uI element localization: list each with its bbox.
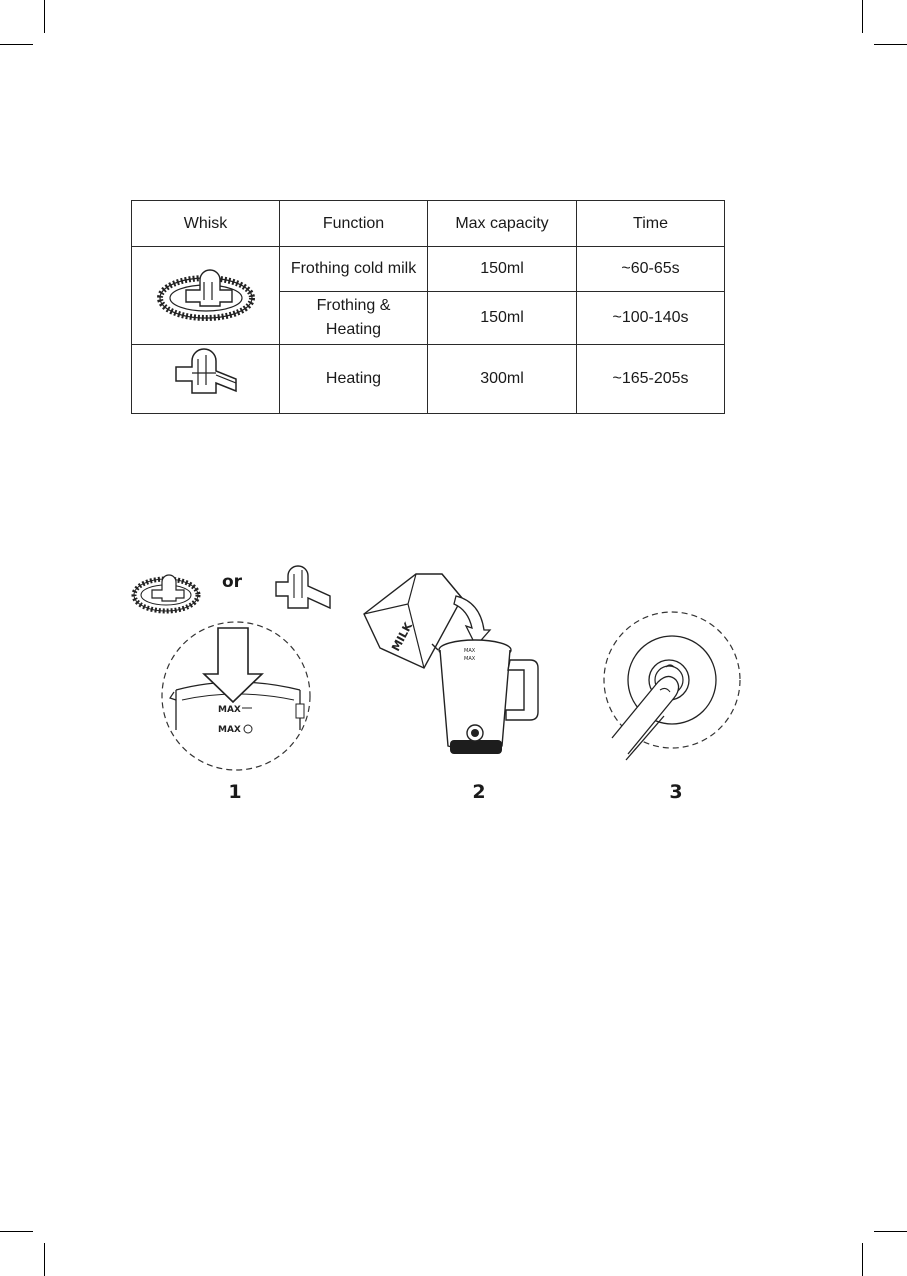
capacity-cell: 150ml — [428, 292, 577, 345]
down-arrow-icon — [204, 628, 262, 702]
max-mark: MAX — [218, 705, 241, 715]
pour-arrow-icon — [454, 596, 490, 646]
capacity-cell: 300ml — [428, 345, 577, 414]
frothing-whisk-icon — [134, 575, 198, 611]
step-1-label: 1 — [228, 781, 242, 803]
max-mark: MAX — [218, 725, 241, 735]
header-whisk: Whisk — [132, 201, 280, 247]
carton-label: MILK — [389, 620, 416, 654]
jug-icon — [432, 640, 538, 754]
step-3-label: 3 — [669, 781, 683, 803]
time-cell: ~100-140s — [577, 292, 725, 345]
jug-max-mark: MAX — [464, 648, 476, 654]
function-line: Heating — [325, 321, 382, 338]
heating-whisk-icon — [276, 566, 330, 608]
jug-max-mark: MAX — [464, 656, 476, 662]
function-cell: Heating — [280, 345, 428, 414]
header-max-capacity: Max capacity — [428, 201, 577, 247]
capacity-cell: 150ml — [428, 247, 577, 292]
step-2-label: 2 — [472, 781, 486, 803]
function-cell: Frothing cold milk — [280, 247, 428, 292]
header-function: Function — [280, 201, 428, 247]
function-line: Frothing & — [316, 297, 391, 314]
time-cell: ~60-65s — [577, 247, 725, 292]
time-cell: ~165-205s — [577, 345, 725, 414]
or-label: or — [222, 572, 243, 592]
header-time: Time — [577, 201, 725, 247]
